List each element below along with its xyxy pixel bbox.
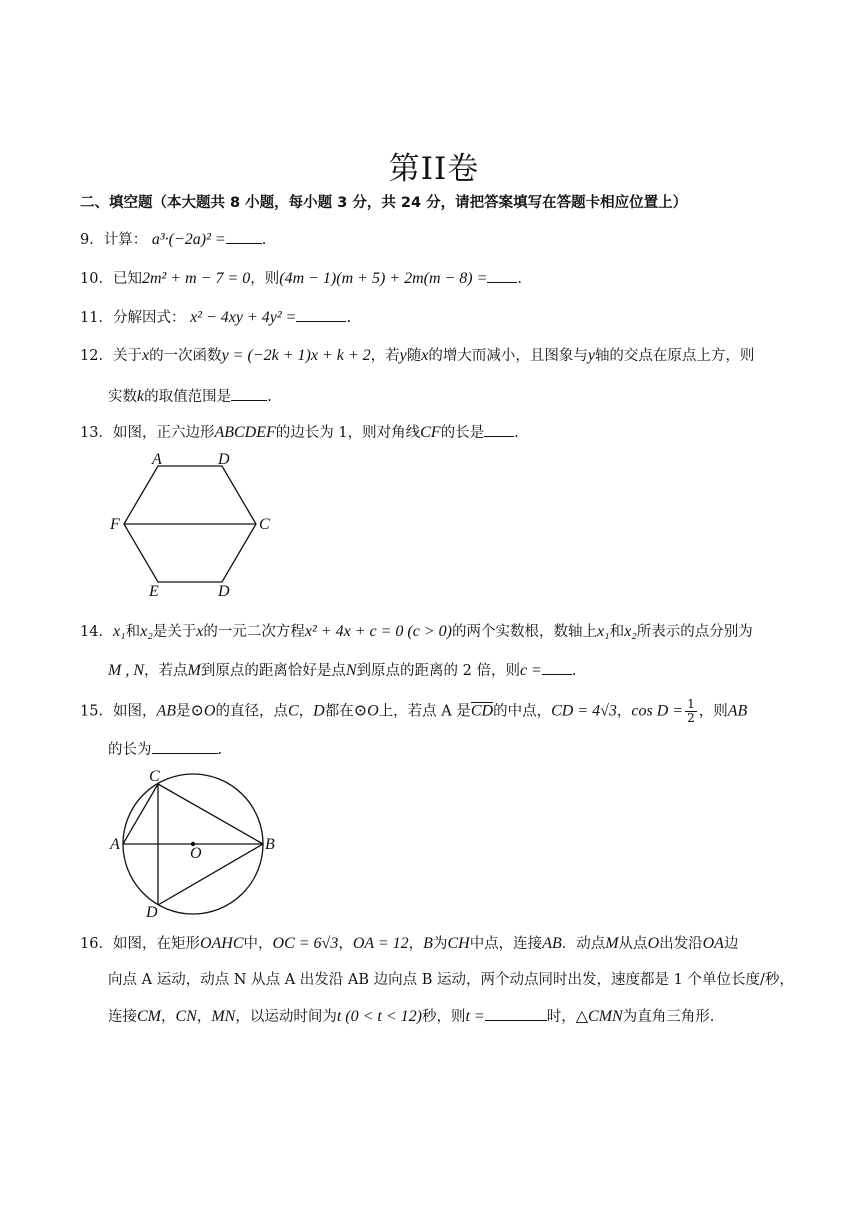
hex-label-c: C	[259, 516, 270, 533]
section-heading: 二、填空题（本大题共 8 小题，每小题 3 分，共 24 分，请把答案填写在答题卡相应位置上）	[80, 195, 688, 211]
q16-t: t =	[465, 1008, 485, 1025]
q14-var: N	[345, 662, 357, 679]
q15-var: ⊙O	[190, 702, 216, 720]
q15-text: 的长为	[108, 742, 152, 758]
q16-var: OA	[702, 935, 724, 952]
q15-text: 的直径，点	[215, 703, 288, 720]
q16-text: 时，	[546, 1009, 576, 1025]
q15-length: CD = 4√3	[551, 702, 617, 720]
q12-text: 随	[406, 348, 422, 364]
answer-blank[interactable]	[226, 229, 262, 244]
q14-text: 和	[125, 624, 141, 640]
q14-text: 所表示的点分别为	[636, 624, 753, 640]
q16-text: 边	[723, 936, 739, 952]
fraction-numerator: 1	[687, 697, 695, 711]
circle-label-d: D	[146, 904, 158, 921]
q15-text: 15．如图，	[80, 703, 157, 720]
q16-text: ，	[408, 936, 424, 952]
question-12-line-2	[108, 385, 272, 406]
q10-label: 10．已知	[80, 271, 142, 287]
q9-expression: a³·(−2a)² =	[151, 231, 226, 248]
q15-var: AB	[156, 702, 176, 720]
q16-text: 出发沿	[659, 936, 703, 952]
q14-end: .	[571, 663, 577, 679]
q12-var: y	[399, 347, 407, 364]
page-title: 第II卷	[388, 151, 480, 187]
q16-text: 秒，则	[421, 1009, 466, 1025]
q11-expression: x² − 4xy + 4y² =	[190, 309, 297, 326]
q15-cos: cos D =	[631, 702, 684, 720]
circle-label-o: O	[190, 845, 202, 862]
q12-text: 轴的交点在原点上方，则	[594, 348, 755, 364]
q16-var: MN	[211, 1008, 236, 1025]
q15-text: 上，若点 A 是	[378, 703, 471, 720]
q15-var: ⊙O	[353, 702, 379, 720]
q16-oa: OA = 12	[352, 935, 409, 952]
q16-text: 16．如图，在矩形	[80, 936, 200, 952]
q16-var: CH	[447, 935, 470, 952]
answer-blank[interactable]	[231, 386, 267, 401]
q13-text: 的长是	[440, 425, 485, 441]
q16-text: 从点	[618, 936, 648, 952]
q15-text: ，则	[698, 703, 728, 720]
q16-var: O	[647, 935, 660, 952]
q13-text: 的边长为 1，则对角线	[275, 425, 421, 441]
q15-arc: $\overline{CD}$	[470, 702, 494, 720]
question-16-line-3	[108, 1005, 714, 1026]
q12-text: ，若	[370, 348, 400, 364]
q16-text: ，以运动时间为	[235, 1009, 337, 1025]
q12-var: x	[141, 347, 150, 364]
q15-text: 是	[176, 703, 191, 720]
q15-var: AB	[727, 702, 748, 720]
q15-text: 的中点，	[493, 703, 552, 720]
question-13	[80, 421, 519, 442]
q12-var: x	[421, 347, 429, 364]
q10-expression: (4m − 1)(m + 5) + 2m(m − 8) =	[279, 270, 488, 287]
question-9	[80, 228, 266, 249]
q16-text: ，	[338, 936, 353, 952]
q16-time-range: t (0 < t < 12)	[336, 1008, 422, 1025]
hexagon-figure	[104, 448, 284, 600]
q14-var: x₂	[624, 623, 637, 640]
answer-blank[interactable]	[296, 307, 346, 322]
q14-var: M	[187, 662, 201, 679]
q15-var: D	[313, 702, 325, 720]
q16-text: 为直角三角形.	[622, 1009, 715, 1025]
answer-blank[interactable]	[542, 660, 572, 675]
q13-end: .	[514, 425, 519, 441]
q12-var: k	[137, 388, 145, 405]
q14-text: 到原点的距离的 2 倍，则	[356, 663, 520, 679]
question-16-line-1	[80, 932, 738, 953]
q10-end: .	[517, 271, 523, 287]
q15-text: 都在	[324, 703, 354, 720]
q16-var: CM	[137, 1008, 161, 1025]
q16-var: B	[423, 935, 433, 952]
circle-label-c: C	[149, 768, 160, 785]
q14-text: 的一元二次方程	[203, 624, 305, 640]
hex-label-f: F	[110, 516, 120, 533]
q9-label: 9．计算：	[80, 232, 148, 248]
chord-db	[158, 844, 263, 905]
q16-oc: OC = 6√3	[272, 935, 339, 952]
circle-figure	[106, 765, 282, 921]
q14-var: x	[196, 623, 204, 640]
q16-text: ，	[161, 1009, 176, 1025]
q12-text: 的取值范围是	[144, 389, 232, 405]
q15-text: ，	[298, 703, 314, 720]
answer-blank[interactable]	[485, 1006, 547, 1021]
q14-text: 和	[609, 624, 625, 640]
q14-text: 是关于	[152, 624, 197, 640]
hex-label-a: A	[152, 451, 162, 468]
q14-var: x₂	[140, 623, 153, 640]
circle-label-a: A	[110, 836, 120, 853]
q14-var: x₁	[112, 623, 126, 640]
q14-text: 到原点的距离恰好是点	[200, 663, 346, 679]
q11-end: .	[346, 310, 352, 326]
question-12-line-1	[80, 344, 754, 365]
q12-end: .	[267, 389, 272, 405]
q12-text: 实数	[108, 389, 137, 405]
q16-text: 连接	[108, 1009, 137, 1025]
question-15-line-1	[80, 698, 747, 725]
hex-label-e: E	[149, 583, 159, 600]
q15-var: C	[287, 702, 299, 720]
question-16-line-2	[108, 968, 794, 989]
q14-expression: c =	[519, 662, 542, 679]
q16-var: CN	[175, 1008, 197, 1025]
q12-text: 的一次函数	[149, 348, 222, 364]
q14-text: 14．	[80, 624, 113, 640]
q14-text: ，若点	[144, 663, 188, 679]
q12-function: y = (−2k + 1)x + k + 2	[221, 347, 371, 364]
answer-blank[interactable]	[484, 422, 514, 437]
q16-text: 中点，连接	[469, 936, 543, 952]
q16-text: ．动点	[561, 936, 606, 952]
chord-ac	[123, 784, 158, 844]
q16-var: OAHC	[199, 935, 244, 952]
q12-var: y	[587, 347, 595, 364]
q15-text: ，	[616, 703, 632, 720]
q16-var: AB	[542, 935, 562, 952]
answer-blank[interactable]	[487, 268, 517, 283]
fraction-denominator: 2	[687, 711, 695, 725]
q11-label: 11．分解因式：	[80, 310, 186, 326]
q12-text: 12．关于	[80, 348, 142, 364]
answer-blank[interactable]	[152, 739, 218, 754]
q10-mid: ，则	[250, 271, 280, 287]
q12-text: 的增大而减小，且图象与	[428, 348, 588, 364]
chord-cb	[158, 784, 263, 844]
q16-text: ，	[196, 1009, 212, 1025]
q13-var: ABCDEF	[214, 424, 276, 441]
hex-label-d-top: D	[218, 451, 230, 468]
question-11	[80, 306, 351, 327]
question-14-line-1	[80, 620, 753, 641]
q16-text: 向点 A 运动，动点 N 从点 A 出发沿 AB 边向点 B 运动，两个动点同时出发，速度都是 1 个单位长度/秒，	[108, 972, 794, 988]
circle-label-b: B	[265, 836, 275, 853]
q16-text: 中，	[243, 936, 273, 952]
question-10	[80, 267, 522, 288]
q14-var: x₁	[596, 623, 610, 640]
q15-fraction	[685, 698, 697, 725]
q10-given: 2m² + m − 7 = 0	[141, 270, 251, 287]
q13-text: 13．如图，正六边形	[80, 425, 215, 441]
q16-triangle: △CMN	[575, 1008, 623, 1025]
q14-text: 的两个实数根，数轴上	[451, 624, 597, 640]
q13-var: CF	[420, 424, 441, 441]
q16-var: M	[605, 935, 619, 952]
question-15-line-2	[108, 738, 222, 759]
q15-end: .	[217, 742, 223, 758]
q14-var: M , N	[108, 662, 144, 679]
hex-label-d-bottom: D	[218, 583, 230, 600]
question-14-line-2	[108, 659, 576, 680]
q16-text: 为	[432, 936, 448, 952]
q14-equation: x² + 4x + c = 0 (c > 0)	[304, 623, 452, 640]
q9-end: .	[261, 232, 267, 248]
